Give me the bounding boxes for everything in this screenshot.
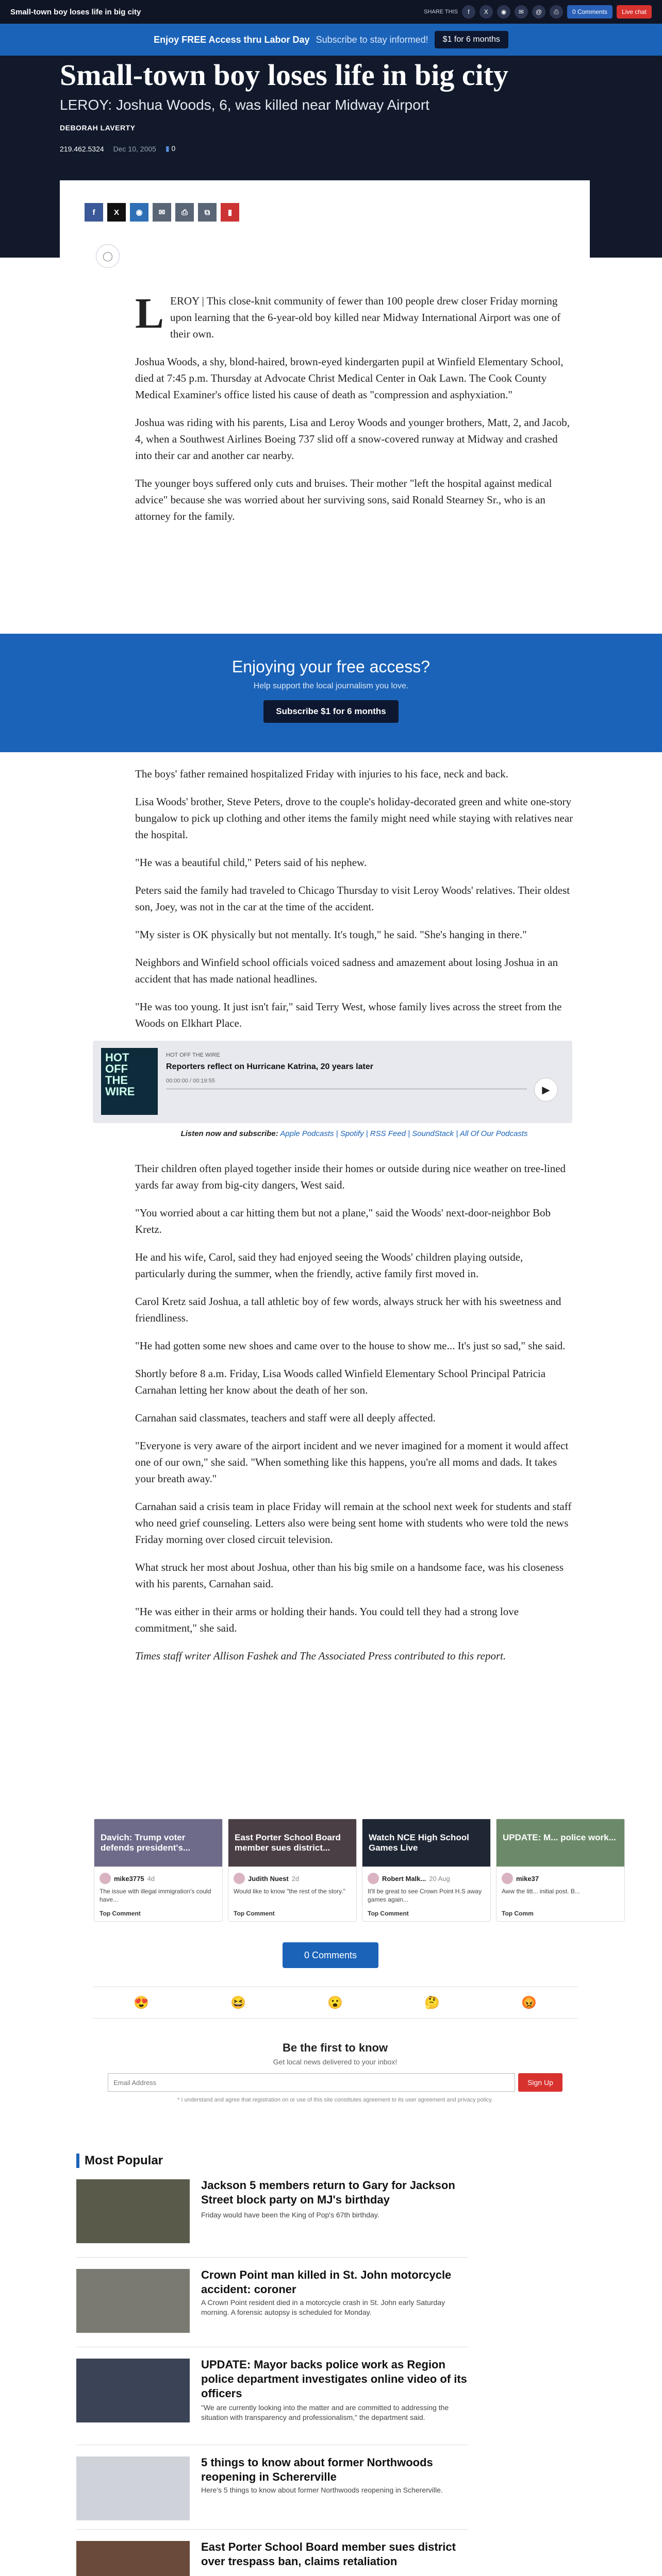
article-paragraph: He and his wife, Carol, said they had enjoyed seeing the Woods' children playing outside, particularly during the summer, when the friendly, active family first moved in. — [135, 1251, 523, 1280]
x-share-icon[interactable]: X — [107, 203, 126, 222]
comments-button[interactable] — [283, 1942, 378, 1968]
popular-item[interactable] — [76, 2452, 468, 2530]
live-chat-label: Live chat — [621, 8, 647, 15]
popular-title[interactable]: East Porter School Board member sues district over trespass ban, claims retaliation — [201, 2540, 456, 2568]
popular-desc: Friday would have been the King of Pop's 67th birthday. — [201, 2211, 379, 2219]
facebook-share-icon[interactable]: f — [85, 203, 103, 222]
article-paragraph: Neighbors and Winfield school officials voiced sadness and amazement about losing Joshua in an accident that has made national headlines. — [135, 956, 558, 985]
comment-text: Aww the litt... initial post. B... — [502, 1888, 580, 1895]
top-comment-label: Top Comment — [368, 1910, 409, 1917]
share-bar — [424, 5, 652, 19]
drop-cap: L — [135, 290, 164, 337]
email-icon[interactable]: @ — [532, 5, 545, 19]
subscribe-title: Enjoying your free access? — [231, 657, 431, 676]
email-field[interactable] — [108, 2073, 515, 2092]
most-popular — [76, 2154, 468, 2576]
top-bar — [0, 0, 662, 24]
top-comment-label: Top Comment — [100, 1910, 141, 1917]
thinking-reaction-icon[interactable]: 🤔 — [424, 1995, 440, 2010]
top-comment-label: Top Comm — [502, 1910, 534, 1917]
sign-up-button[interactable]: Sign Up — [518, 2073, 562, 2092]
popular-item[interactable] — [76, 2265, 468, 2347]
article-paragraph: Joshua was riding with his parents, Lisa and Leroy Woods and younger brothers, Matt, 2, and Jacob, 4, when a Southwest Airlines Boeing 737 slid off a snow-covered runway at Midway and crashed into their car and another car nearby. — [135, 416, 570, 462]
comment-text: Would like to know "the rest of the story." — [234, 1888, 345, 1895]
popular-desc: "We are currently looking into the matter and are committed to addressing the situation with transparency and professionalism," the department said. — [201, 2403, 449, 2421]
comment-age: 4d — [147, 1874, 155, 1883]
share-tools — [85, 203, 239, 222]
card-headline: UPDATE: M... police work... — [496, 1819, 624, 1867]
author-name[interactable]: DEBORAH LAVERTY — [60, 124, 136, 132]
sms-icon[interactable]: ✉ — [515, 5, 528, 19]
username: Judith Nuest — [248, 1874, 289, 1883]
article-paragraph: "He was too young. It just isn't fair," said Terry West, whose family lives across the street from the Woods on Elkhart Place. — [135, 1001, 562, 1029]
top-comment-label: Top Comment — [234, 1910, 275, 1917]
article-paragraph: The boys' father remained hospitalized Friday with injuries to his face, neck and back. — [135, 768, 508, 780]
angry-reaction-icon[interactable]: 😡 — [521, 1995, 537, 2010]
newsletter-disclaimer: * I understand and agree that registration on or use of this site constitutes agreement to its user agreement and privacy policy. — [177, 2097, 493, 2103]
whatsapp-icon[interactable]: ◉ — [497, 5, 510, 19]
tools-panel — [60, 180, 590, 263]
newsletter-signup — [93, 2041, 577, 2103]
popular-thumbnail[interactable] — [76, 2179, 190, 2243]
card-headline: Davich: Trump voter defends president's... — [94, 1819, 222, 1867]
author-phone[interactable]: 219.462.5324 — [60, 144, 104, 153]
article-paragraph: "He was either in their arms or holding their hands. You could tell they had a strong love commitment," she said. — [135, 1605, 519, 1634]
article-body-middle — [135, 766, 573, 1043]
avatar — [100, 1873, 111, 1884]
listen-lead: Listen now and subscribe: — [180, 1129, 278, 1138]
comment-bubble-icon: ▮ — [165, 144, 170, 152]
wow-reaction-icon[interactable]: 😮 — [327, 1995, 343, 2010]
contributor-credit: Times staff writer Allison Fashek and The Associated Press contributed to this report. — [135, 1650, 506, 1662]
article-paragraph: Lisa Woods' brother, Steve Peters, drove to the couple's holiday-decorated green and white one-story bungalow to pick up clothing and other items the family might need while staying with relatives near the hospital. — [135, 795, 573, 841]
comment-age: 20 Aug — [429, 1874, 450, 1883]
print-icon[interactable]: ⎙ — [550, 5, 563, 19]
comment-carousel — [94, 1819, 616, 1927]
card-headline: Watch NCE High School Games Live — [362, 1819, 490, 1867]
share-label: SHARE THIS — [424, 9, 458, 15]
article-paragraph: The younger boys suffered only cuts and bruises. Their mother "left the hospital against medical advice" because she was worried about her surviving sons, said Ronald Stearney Sr., who is an attorney for the family. — [135, 477, 552, 522]
comment-card[interactable] — [496, 1819, 625, 1922]
comment-count-link[interactable] — [166, 144, 175, 153]
promo-banner — [0, 24, 662, 56]
article-meta — [60, 144, 175, 153]
username: Robert Malk... — [382, 1874, 426, 1883]
article-paragraph — [135, 290, 573, 342]
subscribe-button[interactable]: Subscribe $1 for 6 months — [263, 700, 399, 723]
article-paragraph: Carnahan said classmates, teachers and staff were all deeply affected. — [135, 1412, 436, 1424]
comment-card[interactable] — [94, 1819, 223, 1922]
comment-text: It'll be great to see Crown Point H.S away games again... — [368, 1888, 482, 1903]
promo-subtext: Subscribe to stay informed! — [316, 34, 428, 45]
play-icon[interactable]: ▶ — [534, 1078, 558, 1101]
popular-title[interactable]: Crown Point man killed in St. John motorcycle accident: coroner — [201, 2268, 452, 2296]
comment-count: 0 — [171, 144, 176, 152]
whatsapp-share-icon[interactable]: ◉ — [130, 203, 148, 222]
popular-item[interactable] — [76, 2354, 468, 2445]
bookmark-icon[interactable]: ▮ — [221, 203, 239, 222]
popular-desc: Here's 5 things to know about former Northwoods reopening in Schererville. — [201, 2486, 443, 2494]
comments-count-label: 0 Comments — [572, 8, 607, 15]
article-paragraph: What struck her most about Joshua, other than his big smile on a handsome face, was his closeness with his parents, Carnahan said. — [135, 1561, 564, 1590]
podcast-time: 00:00:00 / 00:19:55 — [166, 1078, 215, 1084]
x-icon[interactable]: X — [479, 5, 493, 19]
site-title: Small-town boy loses life in big city — [10, 7, 141, 16]
card-user — [100, 1873, 155, 1884]
email-share-icon[interactable]: ✉ — [153, 203, 171, 222]
podcast-artwork: HOT OFF THE WIRE — [101, 1048, 158, 1115]
card-headline: East Porter School Board member sues district... — [228, 1819, 356, 1867]
avatar — [234, 1873, 245, 1884]
article-body-bottom — [135, 1160, 573, 1675]
newsletter-title: Be the first to know — [282, 2041, 388, 2054]
newsletter-form — [93, 2073, 577, 2092]
subheadline: LEROY: Joshua Woods, 6, was killed near Midway Airport — [60, 97, 429, 113]
card-user — [368, 1873, 450, 1884]
popular-title[interactable]: 5 things to know about former Northwoods reopening in Schererville — [201, 2456, 433, 2483]
article-paragraph: "He was a beautiful child," Peters said of his nephew. — [135, 856, 367, 869]
article-paragraph: Shortly before 8 a.m. Friday, Lisa Woods called Winfield Elementary School Principal Patricia Carnahan letting her know about the death of her son. — [135, 1367, 546, 1396]
article-paragraph: Peters said the family had traveled to Chicago Thursday to visit Leroy Woods' relatives. Their oldest son, Joey, was not in the car at the time of the accident. — [135, 884, 570, 913]
article-paragraph: "You worried about a car hitting them but not a plane," said the Woods' next-door-neighbor Bob Kretz. — [135, 1207, 551, 1235]
article-paragraph: Carnahan said a crisis team in place Friday will remain at the school next week for students and staff who need grief counseling. Letters also were being sent home with students who were told the news Friday morning over closed circuit television. — [135, 1500, 572, 1546]
comment-card[interactable] — [228, 1819, 357, 1922]
promo-subscribe-button[interactable]: $1 for 6 months — [435, 31, 508, 48]
card-user — [502, 1873, 539, 1884]
promo-headline: Enjoy FREE Access thru Labor Day — [154, 34, 310, 45]
subscribe-subtext: Help support the local journalism you love. — [253, 682, 409, 690]
paragraph-text: EROY | This close-knit community of fewer than 100 people drew closer Friday morning upon learning that the 6-year-old boy killed near Midway International Airport was one of their own. — [170, 295, 561, 340]
popular-thumbnail[interactable] — [76, 2541, 190, 2576]
publish-date: Dec 10, 2005 — [113, 144, 156, 153]
live-chat-button[interactable] — [617, 5, 652, 19]
podcast-progress-bar[interactable] — [166, 1088, 527, 1090]
podcast-title: Reporters reflect on Hurricane Katrina, 20 years later — [166, 1062, 373, 1071]
popular-title[interactable]: UPDATE: Mayor backs police work as Region police department investigates online video of its officers — [201, 2358, 467, 2400]
podcast-player — [93, 1041, 572, 1123]
avatar — [502, 1873, 513, 1884]
popular-item[interactable] — [76, 2175, 468, 2258]
funny-reaction-icon[interactable]: 😆 — [230, 1995, 246, 2010]
comment-age: 2d — [291, 1874, 300, 1883]
newsletter-subtext: Get local news delivered to your inbox! — [273, 2058, 398, 2066]
copy-link-icon[interactable]: ⧉ — [198, 203, 217, 222]
article-paragraph: "My sister is OK physically but not mentally. It's tough," he said. "She's hanging in there." — [135, 928, 527, 941]
article-paragraph: "He had gotten some new shoes and came over to the house to show me... It's just so sad," she said. — [135, 1340, 566, 1352]
popular-thumbnail[interactable] — [76, 2456, 190, 2520]
text-size-icon[interactable]: ◯ — [96, 244, 120, 268]
love-reaction-icon[interactable]: 😍 — [134, 1995, 149, 2010]
comment-card[interactable] — [362, 1819, 491, 1922]
article-body-top — [135, 290, 573, 536]
comments-button[interactable] — [567, 5, 613, 19]
username: mike37 — [516, 1874, 539, 1883]
podcast-label: HOT OFF THE WIRE — [166, 1052, 220, 1058]
facebook-icon[interactable]: f — [462, 5, 475, 19]
article-paragraph: Carol Kretz said Joshua, a tall athletic boy of few words, always struck her with his sweetness and friendliness. — [135, 1295, 561, 1324]
subscribe-banner — [0, 634, 662, 752]
popular-title[interactable]: Jackson 5 members return to Gary for Jackson Street block party on MJ's birthday — [201, 2179, 455, 2206]
avatar — [368, 1873, 379, 1884]
podcast-links-list[interactable]: Apple Podcasts | Spotify | RSS Feed | SoundStack | All Of Our Podcasts — [280, 1129, 528, 1138]
article-paragraph: Their children often played together inside their homes or outside during nice weather on tree-lined yards far away from big-city dangers, West said. — [135, 1162, 566, 1191]
reaction-bar — [93, 1987, 577, 2019]
username: mike3775 — [114, 1874, 144, 1883]
headline: Small-town boy loses life in big city — [60, 58, 509, 92]
podcast-links — [135, 1129, 573, 1138]
popular-thumbnail[interactable] — [76, 2269, 190, 2333]
popular-thumbnail[interactable] — [76, 2359, 190, 2422]
comments-button-label: 0 Comments — [304, 1950, 357, 1960]
comment-text: The issue with illegal immigration's could have... — [100, 1888, 211, 1903]
popular-item[interactable] — [76, 2537, 468, 2576]
print-icon[interactable]: ⎙ — [175, 203, 194, 222]
card-user — [234, 1873, 299, 1884]
article-paragraph: Joshua Woods, a shy, blond-haired, brown-eyed kindergarten pupil at Winfield Elementary School, died at 7:45 p.m. Thursday at Advocate Christ Medical Center in Oak Lawn. The Cook County Medical Examiner's office listed his cause of death as "compression and asphyxiation." — [135, 355, 564, 401]
popular-desc: A Crown Point resident died in a motorcycle crash in St. John early Saturday morning. A forensic autopsy is scheduled for Monday. — [201, 2298, 445, 2316]
article-paragraph: "Everyone is very aware of the airport incident and we never imagined for a moment it would affect one of our own," she said. "When something like this happens, you're all moms and dads. It takes your breath away." — [135, 1439, 569, 1485]
most-popular-title: Most Popular — [76, 2154, 468, 2168]
